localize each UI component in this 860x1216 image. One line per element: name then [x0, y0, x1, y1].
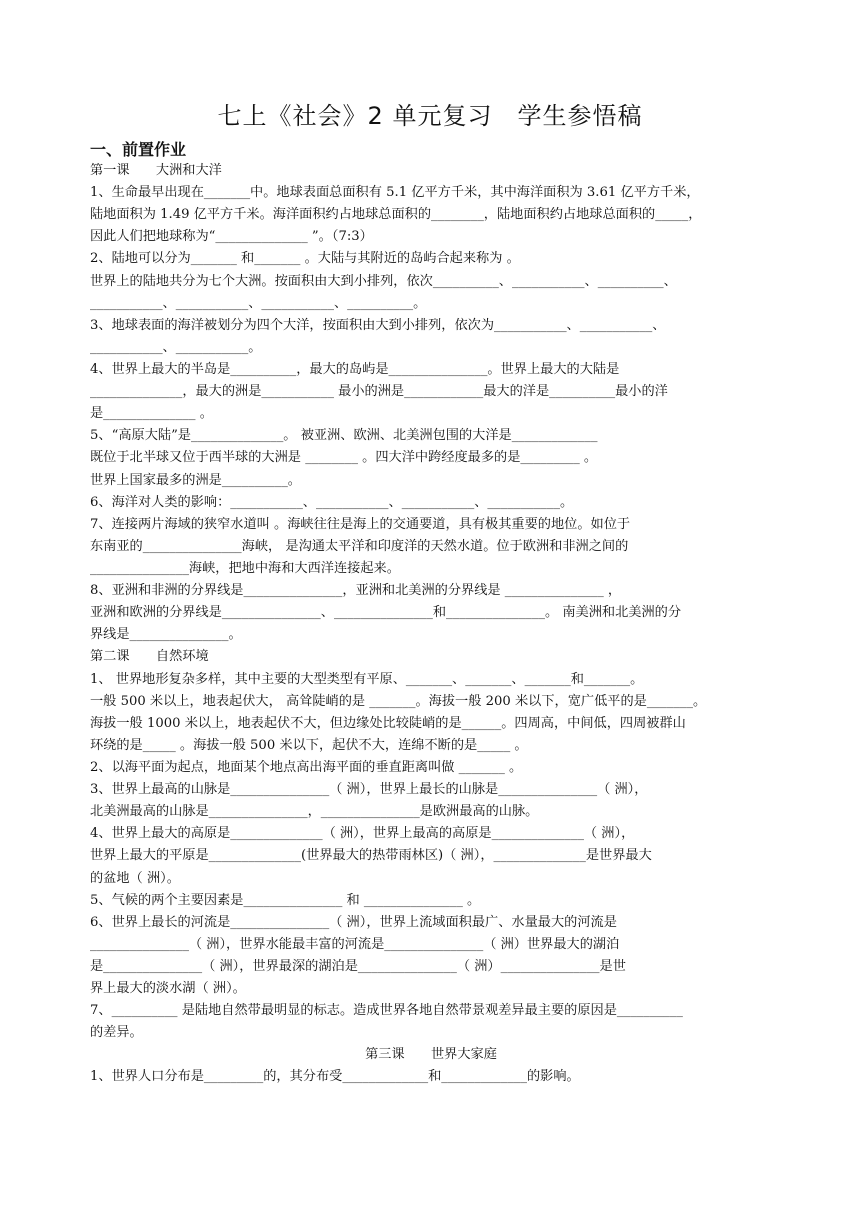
section-heading: 一、前置作业 — [90, 140, 187, 159]
lesson-heading: 第三课 世界大家庭 — [365, 1047, 497, 1063]
question-line: 1、 世界地形复杂多样，其中主要的大型类型有平原、_______、_______、_______和_______。 — [90, 671, 644, 687]
question-line: 的差异。 — [90, 1025, 143, 1041]
question-line: ___________、___________。 — [90, 339, 262, 355]
question-line: 6、海洋对人类的影响：___________、___________、___________、___________。 — [90, 494, 574, 510]
question-line: 8、亚洲和非洲的分界线是_______________，亚洲和北美洲的分界线是 _______________ ， — [90, 583, 622, 599]
question-line: 3、世界上最高的山脉是_______________（ 洲），世界上最长的山脉是_______________（ 洲）， — [90, 782, 648, 798]
lesson-heading: 第一课 大洲和大洋 — [90, 163, 222, 178]
document-body — [90, 160, 772, 1089]
question-line: 海拔一般 1000 米以上，地表起伏不大，但边缘处比较陡峭的是______。四周高，中间低，四周被群山 — [90, 715, 686, 731]
question-line: 陆地面积为 1.49 亿平方千米。海洋面积约占地球总面积的________，陆地面积约占地球总面积的_____， — [90, 207, 702, 223]
question-line: _______________海峡，把地中海和大西洋连接起来。 — [90, 560, 400, 576]
question-line: 4、世界上最大的半岛是__________，最大的岛屿是_______________。世界上最大的大陆是 — [90, 361, 620, 377]
question-line: 界上最大的淡水湖（ 洲）。 — [90, 981, 246, 997]
question-line: 环绕的是_____ 。海拔一般 500 米以下，起伏不大，连绵不断的是_____ 。 — [90, 737, 528, 753]
question-line: 是_______________（ 洲），世界最深的湖泊是_______________（ 洲）_______________是世 — [90, 958, 626, 974]
question-line: 1、生命最早出现在_______中。地球表面总面积有 5.1 亿平方千米，其中海洋面积为 3.61 亿平方千米， — [90, 185, 700, 201]
question-line: 世界上的陆地共分为七个大洲。按面积由大到小排列，依次__________、___________、__________、 — [90, 273, 677, 289]
question-line: 4、世界上最大的高原是______________（ 洲），世界上最高的高原是______________（ 洲）， — [90, 826, 635, 842]
question-line: 是______________ 。 — [90, 406, 213, 422]
question-line: 2、陆地可以分为_______ 和_______ 。大陆与其附近的岛屿合起来称为 。 — [90, 251, 520, 267]
page-title: 七上《社会》2 单元复习 学生参悟稿 — [217, 102, 643, 130]
question-line: 2、以海平面为起点，地面某个地点高出海平面的垂直距离叫做 _______ 。 — [90, 759, 523, 775]
question-line: 6、世界上最长的河流是_______________（ 洲），世界上流域面积最广、水量最大的河流是 — [90, 914, 617, 930]
question-line: ___________、___________、___________、__________。 — [90, 295, 427, 311]
question-line: 7、__________ 是陆地自然带最明显的标志。造成世界各地自然带景观差异最主要的原因是__________ — [90, 1003, 683, 1019]
question-line: 7、连接两片海域的狭窄水道叫 。海峡往往是海上的交通要道，具有极其重要的地位。如位于 — [90, 516, 631, 532]
question-line: 的盆地（ 洲）。 — [90, 870, 180, 886]
lesson-heading: 第二课 自然环境 — [90, 649, 209, 665]
question-line: 既位于北半球又位于西半球的大洲是 ________ 。四大洋中跨经度最多的是_________ 。 — [90, 450, 598, 466]
question-line: 3、地球表面的海洋被划分为四个大洋，按面积由大到小排列，依次为___________、___________、 — [90, 317, 666, 333]
question-line: 一般 500 米以上，地表起伏大， 高耸陡峭的是 _______。海拔一般 200 米以下，宽广低平的是_______。 — [90, 693, 707, 709]
question-line: 北美洲最高的山脉是_______________，_______________是欧洲最高的山脉。 — [90, 804, 539, 820]
question-line: 界线是_______________。 — [90, 627, 242, 643]
question-line: 世界上国家最多的洲是__________。 — [90, 472, 301, 488]
question-line: _______________（ 洲），世界水能最丰富的河流是_______________（ 洲）世界最大的湖泊 — [90, 936, 620, 952]
question-line: 5、“高原大陆”是______________。 被亚洲、欧洲、北美洲包围的大洋是_____________ — [90, 428, 598, 444]
question-line: ______________，最大的洲是___________ 最小的洲是____________最大的洋是__________最小的洋 — [90, 384, 668, 400]
question-line: 亚洲和欧洲的分界线是_______________、_______________和_______________。 南美洲和北美洲的分 — [90, 605, 682, 621]
question-line: 5、气候的两个主要因素是_______________ 和 _______________ 。 — [90, 892, 481, 908]
question-line: 1、世界人口分布是_________的，其分布受_____________和_____________的影响。 — [90, 1069, 580, 1085]
question-line: 东南亚的_______________海峡， 是沟通太平洋和印度洋的天然水道。位于欧洲和非洲之间的 — [90, 538, 629, 554]
question-line: 世界上最大的平原是______________(世界最大的热带雨林区)（ 洲），______________是世界最大 — [90, 848, 652, 864]
question-line: 因此人们把地球称为“______________ ”。（7:3） — [90, 229, 373, 245]
